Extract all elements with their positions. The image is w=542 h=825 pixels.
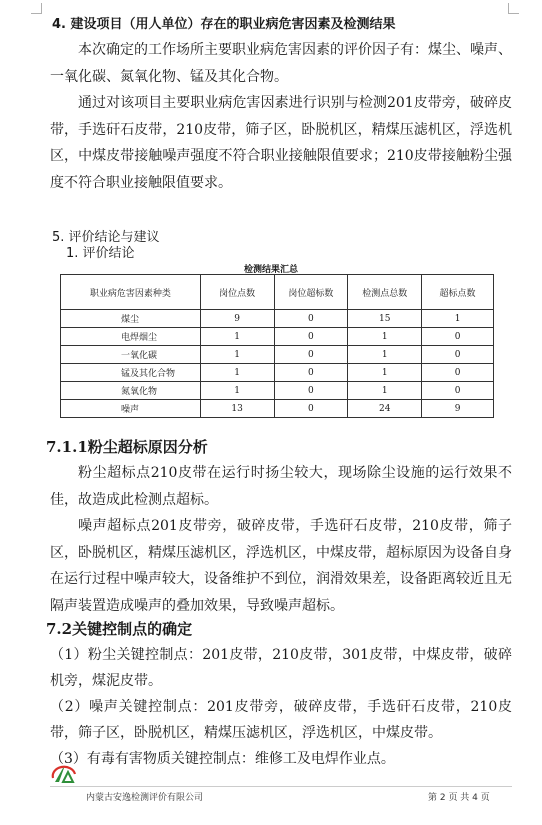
table-row xyxy=(61,400,494,418)
table-header-row xyxy=(61,275,494,310)
table-cell: 电焊烟尘 xyxy=(61,328,201,346)
results-table xyxy=(60,274,494,418)
section-4-paragraph-2: 通过对该项目主要职业病危害因素进行识别与检测201皮带旁，破碎皮带，手选矸石皮带，210皮带，筛子区，卧脱机区，精煤压滤机区，浮选机区，中煤皮带接触噪声强度不符合职业接触限值要求；210皮带接触粉尘强度不符合职业接触限值要求。 xyxy=(50,95,512,191)
table-cell: 锰及其化合物 xyxy=(61,364,201,382)
section-5-heading: 5. 评价结论与建议 xyxy=(52,230,160,245)
margin-mark-top-left xyxy=(31,3,42,14)
footer-company-name: 内蒙古安逸检测评价有限公司 xyxy=(86,793,204,803)
section-7-1-1-body xyxy=(50,460,512,619)
table-cell: 0 xyxy=(274,382,348,400)
table-cell: 1 xyxy=(422,310,494,328)
table-cell: 24 xyxy=(348,400,422,418)
table-cell: 0 xyxy=(274,346,348,364)
section-4-paragraph-1: 本次确定的工作场所主要职业病危害因素的评价因子有：煤尘、噪声、一氧化碳、氮氧化物、锰及其化合物。 xyxy=(50,42,512,85)
table-header-cell: 职业病危害因素种类 xyxy=(61,275,201,310)
table-cell: 0 xyxy=(274,364,348,382)
section-7-1-1-heading: 7.1.1粉尘超标原因分析 xyxy=(46,438,208,456)
table-cell: 0 xyxy=(274,400,348,418)
table-cell: 氮氧化物 xyxy=(61,382,201,400)
table-header-cell: 岗位点数 xyxy=(200,275,274,310)
table-cell: 0 xyxy=(274,310,348,328)
table-cell: 0 xyxy=(422,346,494,364)
section-7-1-1-paragraph-2: 噪声超标点201皮带旁，破碎皮带，手选矸石皮带，210皮带，筛子区，卧脱机区，精煤压滤机区，浮选机区，中煤皮带，超标原因为设备自身在运行过程中噪声较大，设备维护不到位，润滑效果差，设备距离较近且无隔声装置造成噪声的叠加效果，导致噪声超标。 xyxy=(50,518,512,614)
table-row xyxy=(61,310,494,328)
table-cell: 1 xyxy=(200,382,274,400)
table-cell: 噪声 xyxy=(61,400,201,418)
table-cell: 1 xyxy=(200,364,274,382)
table-cell: 0 xyxy=(274,328,348,346)
table-cell: 9 xyxy=(422,400,494,418)
table-row xyxy=(61,382,494,400)
control-point-item: （2）噪声关键控制点：201皮带旁，破碎皮带，手选矸石皮带，210皮带，筛子区，卧脱机区，精煤压滤机区，浮选机区，中煤皮带。 xyxy=(50,699,512,741)
table-cell: 1 xyxy=(200,346,274,364)
table-cell: 0 xyxy=(422,364,494,382)
control-point-item: （3）有毒有害物质关键控制点：维修工及电焊作业点。 xyxy=(50,751,395,767)
table-cell: 一氧化碳 xyxy=(61,346,201,364)
table-cell: 0 xyxy=(422,382,494,400)
table-cell: 1 xyxy=(200,328,274,346)
table-title: 检测结果汇总 xyxy=(243,265,298,275)
section-7-1-1-paragraph-1: 粉尘超标点210皮带在运行时扬尘较大，现场除尘设施的运行效果不佳，故造成此检测点超标。 xyxy=(50,465,512,508)
table-cell: 煤尘 xyxy=(61,310,201,328)
footer-page-number: 第 2 页 共 4 页 xyxy=(428,793,490,803)
control-points-list xyxy=(50,642,512,772)
table-cell: 0 xyxy=(422,328,494,346)
table-header-cell: 岗位超标数 xyxy=(274,275,348,310)
company-logo-icon xyxy=(50,764,78,788)
table-header-cell: 超标点数 xyxy=(422,275,494,310)
table-cell: 13 xyxy=(200,400,274,418)
table-cell: 15 xyxy=(348,310,422,328)
section-7-2-heading: 7.2关键控制点的确定 xyxy=(46,620,193,638)
table-header-cell: 检测点总数 xyxy=(348,275,422,310)
footer-divider xyxy=(50,786,512,787)
section-4-body xyxy=(50,37,512,196)
margin-mark-top-right xyxy=(508,3,519,14)
table-row xyxy=(61,328,494,346)
control-point-item: （1）粉尘关键控制点：201皮带，210皮带，301皮带，中煤皮带，破碎机旁，煤泥皮带。 xyxy=(50,647,512,689)
table-row xyxy=(61,364,494,382)
table-cell: 1 xyxy=(348,382,422,400)
section-4-heading: 4. 建设项目（用人单位）存在的职业病危害因素及检测结果 xyxy=(52,17,396,32)
table-cell: 1 xyxy=(348,346,422,364)
table-cell: 9 xyxy=(200,310,274,328)
table-cell: 1 xyxy=(348,328,422,346)
table-row xyxy=(61,346,494,364)
section-5-1-heading: 1. 评价结论 xyxy=(66,246,135,261)
table-cell: 1 xyxy=(348,364,422,382)
